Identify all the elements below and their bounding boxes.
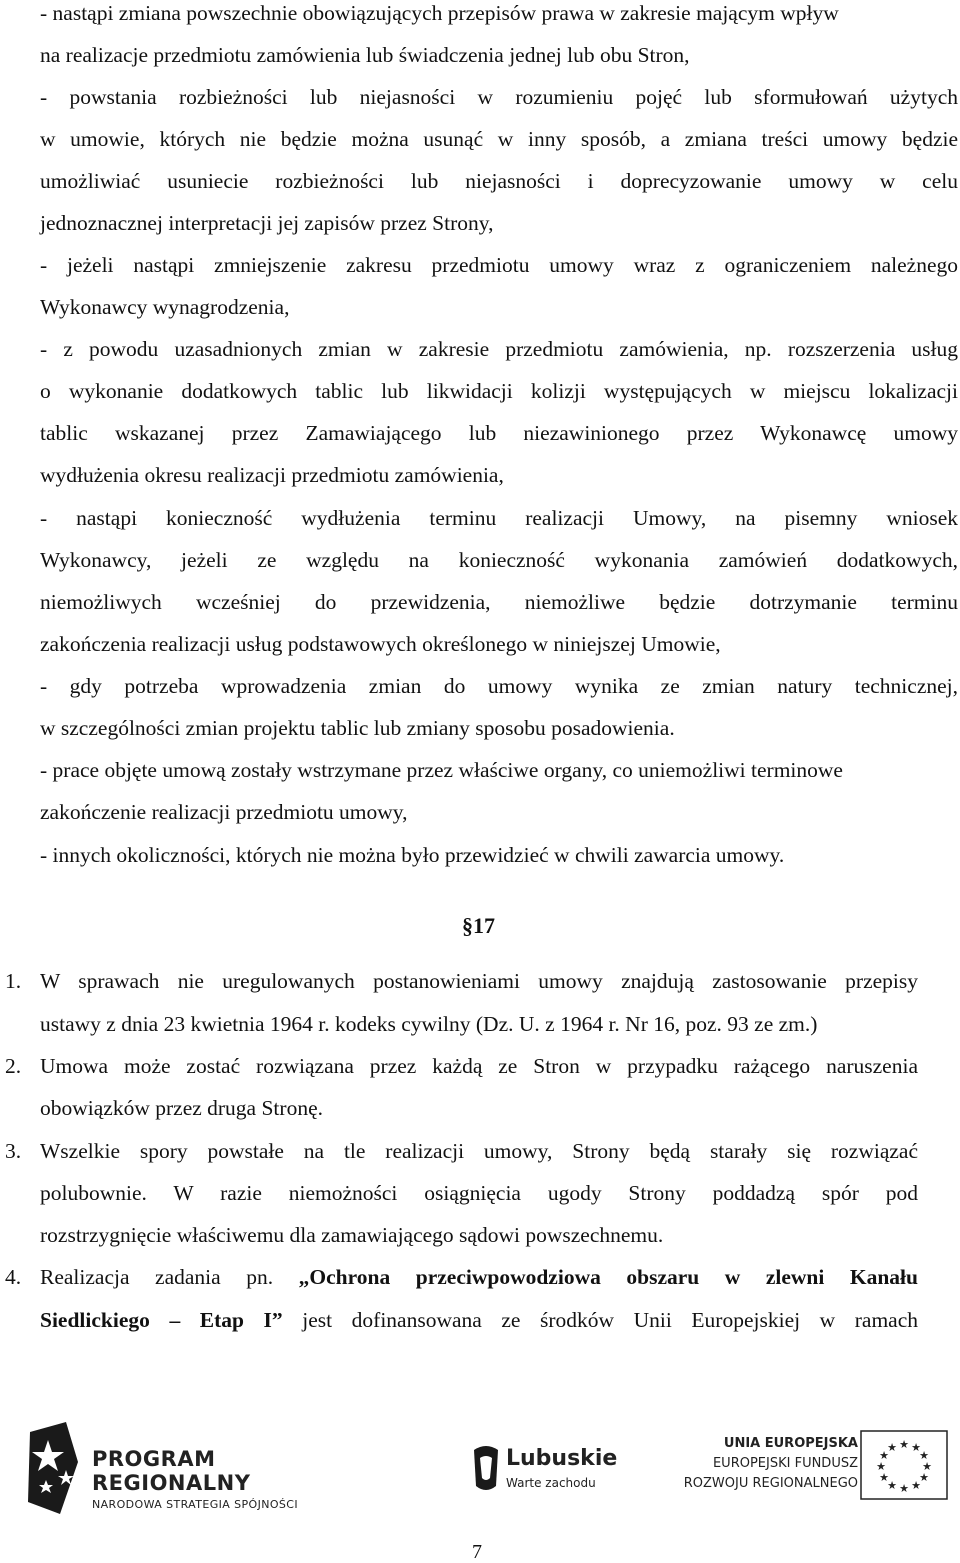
list-item-line: polubownie. W razie niemożności osiągnięcia ugody Strony poddadzą spór pod [40, 1181, 918, 1205]
list-item-line: rozstrzygnięcie właściwemu dla zamawiającego sądowi powszechnemu. [40, 1223, 664, 1247]
list-item-line: obowiązków przez druga Stronę. [40, 1096, 323, 1120]
svg-text:★: ★ [911, 1479, 921, 1492]
list-number: 2. [5, 1054, 22, 1078]
svg-text:★: ★ [879, 1471, 889, 1484]
lubuskie-slogan: Warte zachodu [506, 1476, 596, 1490]
eu-fund-logo [668, 1432, 858, 1508]
list-number: 1. [5, 969, 22, 993]
svg-text:★: ★ [899, 1482, 909, 1495]
text-line: - powstania rozbieżności lub niejasności w rozumieniu pojęć lub sformułowań użytych [40, 85, 958, 109]
svg-text:★: ★ [887, 1479, 897, 1492]
lubuskie-logo [468, 1438, 618, 1508]
list-item-line: Umowa może zostać rozwiązana przez każdą ze Stron w przypadku rażącego naruszenia [40, 1054, 918, 1078]
eu-line1: UNIA EUROPEJSKA [723, 1436, 858, 1451]
list-item-line: ustawy z dnia 23 kwietnia 1964 r. kodeks cywilny (Dz. U. z 1964 r. Nr 16, poz. 93 ze zm.) [40, 1012, 818, 1036]
section-heading: §17 [462, 913, 495, 938]
star-emblem-icon [26, 1422, 86, 1514]
text-line: Wykonawcy wynagrodzenia, [40, 295, 290, 319]
project-title: „Ochrona przeciwpowodziowa obszaru w zlewni Kanału [298, 1265, 918, 1289]
program-title-line2: REGIONALNY [92, 1471, 251, 1495]
footer-logos [0, 1410, 960, 1520]
program-regionalny-logo [26, 1422, 326, 1520]
text-line: o wykonanie dodatkowych tablic lub likwidacji kolizji występujących w miejscu lokalizacji [40, 379, 958, 403]
text-line: - nastąpi konieczność wydłużenia terminu realizacji Umowy, na pisemny wniosek [40, 506, 958, 530]
page-number: 7 [472, 1541, 482, 1563]
text-line: tablic wskazanej przez Zamawiającego lub niezawinionego przez Wykonawcę umowy [40, 421, 958, 445]
text-line: Wykonawcy, jeżeli ze względu na konieczność wykonania zamówień dodatkowych, [40, 548, 958, 572]
svg-text:★: ★ [919, 1449, 929, 1462]
eu-line3: ROZWOJU REGIONALNEGO [683, 1476, 858, 1491]
text-line: jednoznacznej interpretacji jej zapisów przez Strony, [40, 211, 494, 235]
svg-text:★: ★ [919, 1471, 929, 1484]
text-line: w umowie, których nie będzie można usunąć w inny sposób, a zmiana treści umowy będzie [40, 127, 958, 151]
text-line: - innych okoliczności, których nie można było przewidzieć w chwili zawarcia umowy. [40, 843, 785, 867]
svg-text:★: ★ [887, 1441, 897, 1454]
list-item-text: jest dofinansowana ze środków Unii Europejskiej w ramach [282, 1308, 919, 1332]
eu-line2: EUROPEJSKI FUNDUSZ [712, 1456, 858, 1471]
list-number: 4. [5, 1265, 22, 1289]
list-item-text: Realizacja zadania pn. [40, 1265, 299, 1289]
svg-text:★: ★ [899, 1438, 909, 1451]
list-number: 3. [5, 1139, 22, 1163]
text-line: zakończenie realizacji przedmiotu umowy, [40, 800, 408, 824]
program-subtitle: NARODOWA STRATEGIA SPÓJNOŚCI [92, 1498, 299, 1511]
text-line: w szczególności zmian projektu tablic lub zmiany sposobu posadowienia. [40, 716, 675, 740]
lubuskie-name: Lubuskie [506, 1446, 618, 1471]
svg-text:★: ★ [922, 1460, 932, 1473]
list-item-line [40, 1308, 918, 1332]
text-line: - prace objęte umową zostały wstrzymane przez właściwe organy, co uniemożliwi terminowe [40, 758, 843, 782]
svg-text:★: ★ [876, 1460, 886, 1473]
text-line: niemożliwych wcześniej do przewidzenia, niemożliwe będzie dotrzymanie terminu [40, 590, 958, 614]
list-item-line [40, 1265, 918, 1289]
eu-flag-icon [860, 1430, 948, 1500]
list-item-line: Wszelkie spory powstałe na tle realizacji umowy, Strony będą starały się rozwiązać [40, 1139, 918, 1163]
text-line: - nastąpi zmiana powszechnie obowiązujących przepisów prawa w zakresie mającym wpływ [40, 1, 839, 25]
text-line: wydłużenia okresu realizacji przedmiotu zamówienia, [40, 463, 504, 487]
text-line: - gdy potrzeba wprowadzenia zmian do umowy wynika ze zmian natury technicznej, [40, 674, 958, 698]
text-line: - jeżeli nastąpi zmniejszenie zakresu przedmiotu umowy wraz z ograniczeniem należnego [40, 253, 958, 277]
text-line: umożliwiać usuniecie rozbieżności lub niejasności i doprecyzowanie umowy w celu [40, 169, 958, 193]
list-item-line: W sprawach nie uregulowanych postanowieniami umowy znajdują zastosowanie przepisy [40, 969, 918, 993]
svg-text:★: ★ [879, 1449, 889, 1462]
lubuskie-emblem-icon [468, 1442, 502, 1494]
svg-text:★: ★ [911, 1441, 921, 1454]
text-line: na realizacje przedmiotu zamówienia lub świadczenia jednej lub obu Stron, [40, 43, 690, 67]
program-title-line1: PROGRAM [92, 1447, 216, 1471]
project-title: Siedlickiego – Etap I” [40, 1308, 283, 1332]
text-line: zakończenia realizacji usług podstawowych określonego w niniejszej Umowie, [40, 632, 721, 656]
text-line: - z powodu uzasadnionych zmian w zakresie przedmiotu zamówienia, np. rozszerzenia usług [40, 337, 958, 361]
